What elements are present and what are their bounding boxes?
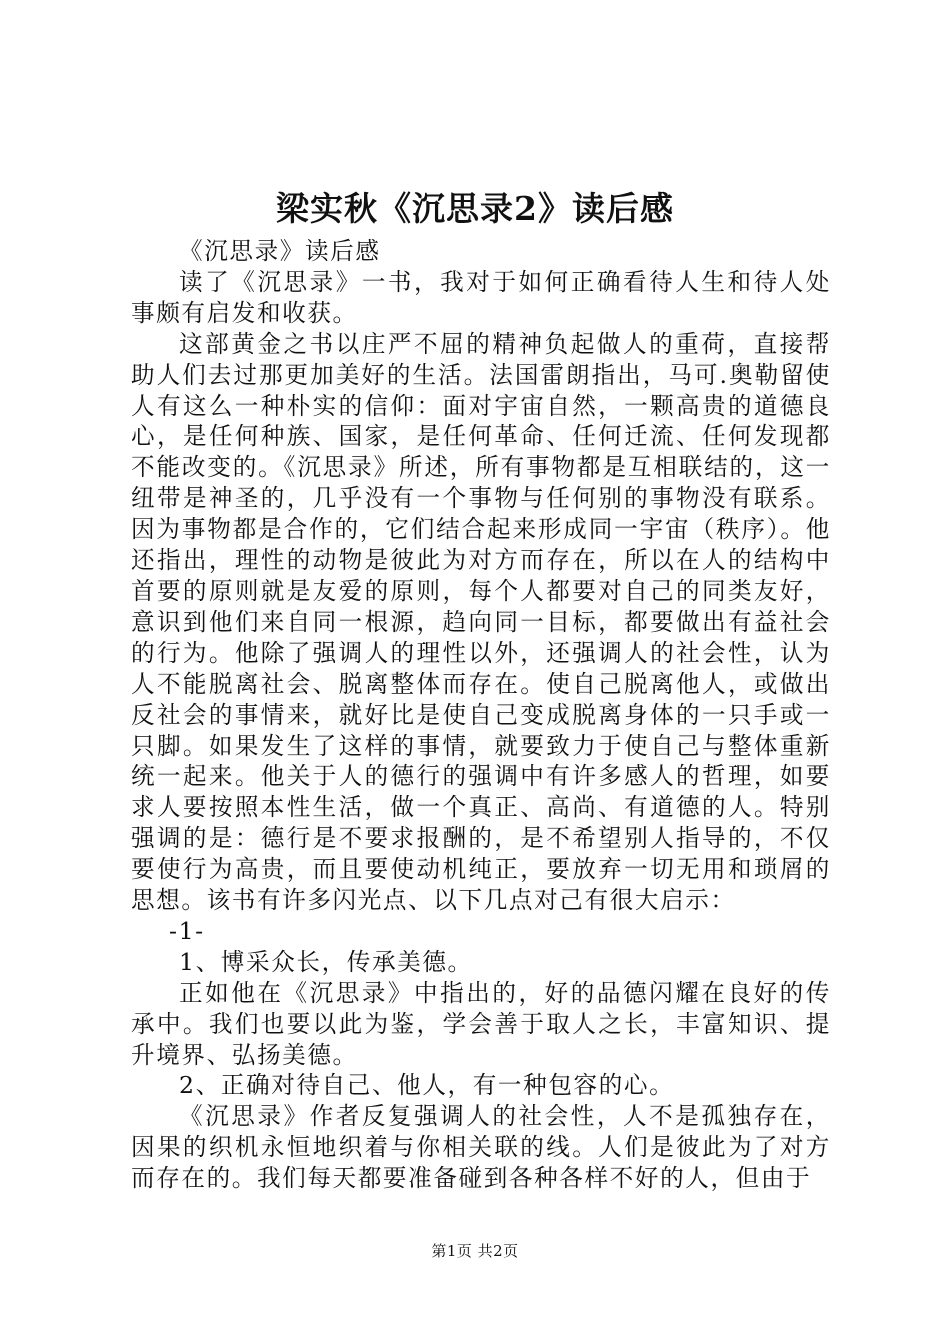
point-1-text: 正如他在《沉思录》中指出的，好的品德闪耀在良好的传承中。我们也要以此为鉴，学会善于取人之长，丰富知识、提升境界、弘扬美德。 (131, 978, 831, 1069)
subtitle: 《沉思录》读后感 (179, 237, 381, 265)
document-title: 梁实秋《沉思录2》读后感 (276, 189, 674, 228)
paragraph-intro: 读了《沉思录》一书，我对于如何正确看待人生和待人处事颇有启发和收获。 (131, 267, 831, 327)
page-footer: 第1页 共2页 (431, 1242, 519, 1260)
page-marker: -1- (169, 916, 205, 945)
point-1-heading: 1、博采众长，传承美德。 (179, 947, 473, 976)
paragraph-main: 这部黄金之书以庄严不屈的精神负起做人的重荷，直接帮助人们去过那更加美好的生活。法国雷朗指出，马可.奥勒留使人有这么一种朴实的信仰：面对宇宙自然，一颗高贵的道德良心，是任何种族、国家，是任何革命、任何迁流、任何发现都不能改变的。《沉思录》所述，所有事物都是互相联结的，这一纽带是神圣的，几乎没有一个事物与任何别的事物没有联系。因为事物都是合作的，它们结合起来形成同一宇宙（秩序）。他还指出，理性的动物是彼此为对方而存在，所以在人的结构中首要的原则就是友爱的原则，每个人都要对自己的同类友好，意识到他们来自同一根源，趋向同一目标，都要做出有益社会的行为。他除了强调人的理性以外，还强调人的社会性，认为人不能脱离社会、脱离整体而存在。使自己脱离他人，或做出反社会的事情来，就好比是使自己变成脱离身体的一只手或一只脚。如果发生了这样的事情，就要致力于使自己与整体重新统一起来。他关于人的德行的强调中有许多感人的哲理，如要求人要按照本性生活，做一个真正、高尚、有道德的人。特别强调的是：德行是不要求报酬的，是不希望别人指导的，不仅要使行为高贵，而且要使动机纯正，要放弃一切无用和琐屑的思想。该书有许多闪光点、以下几点对己有很大启示： (131, 329, 831, 915)
point-2-heading: 2、正确对待自己、他人，有一种包容的心。 (179, 1071, 675, 1100)
point-2-text: 《沉思录》作者反复强调人的社会性，人不是孤独存在，因果的织机永恒地织着与你相关联的线。人们是彼此为了对方而存在的。我们每天都要准备碰到各种各样不好的人，但由于 (131, 1102, 831, 1193)
document-body (131, 236, 831, 1194)
